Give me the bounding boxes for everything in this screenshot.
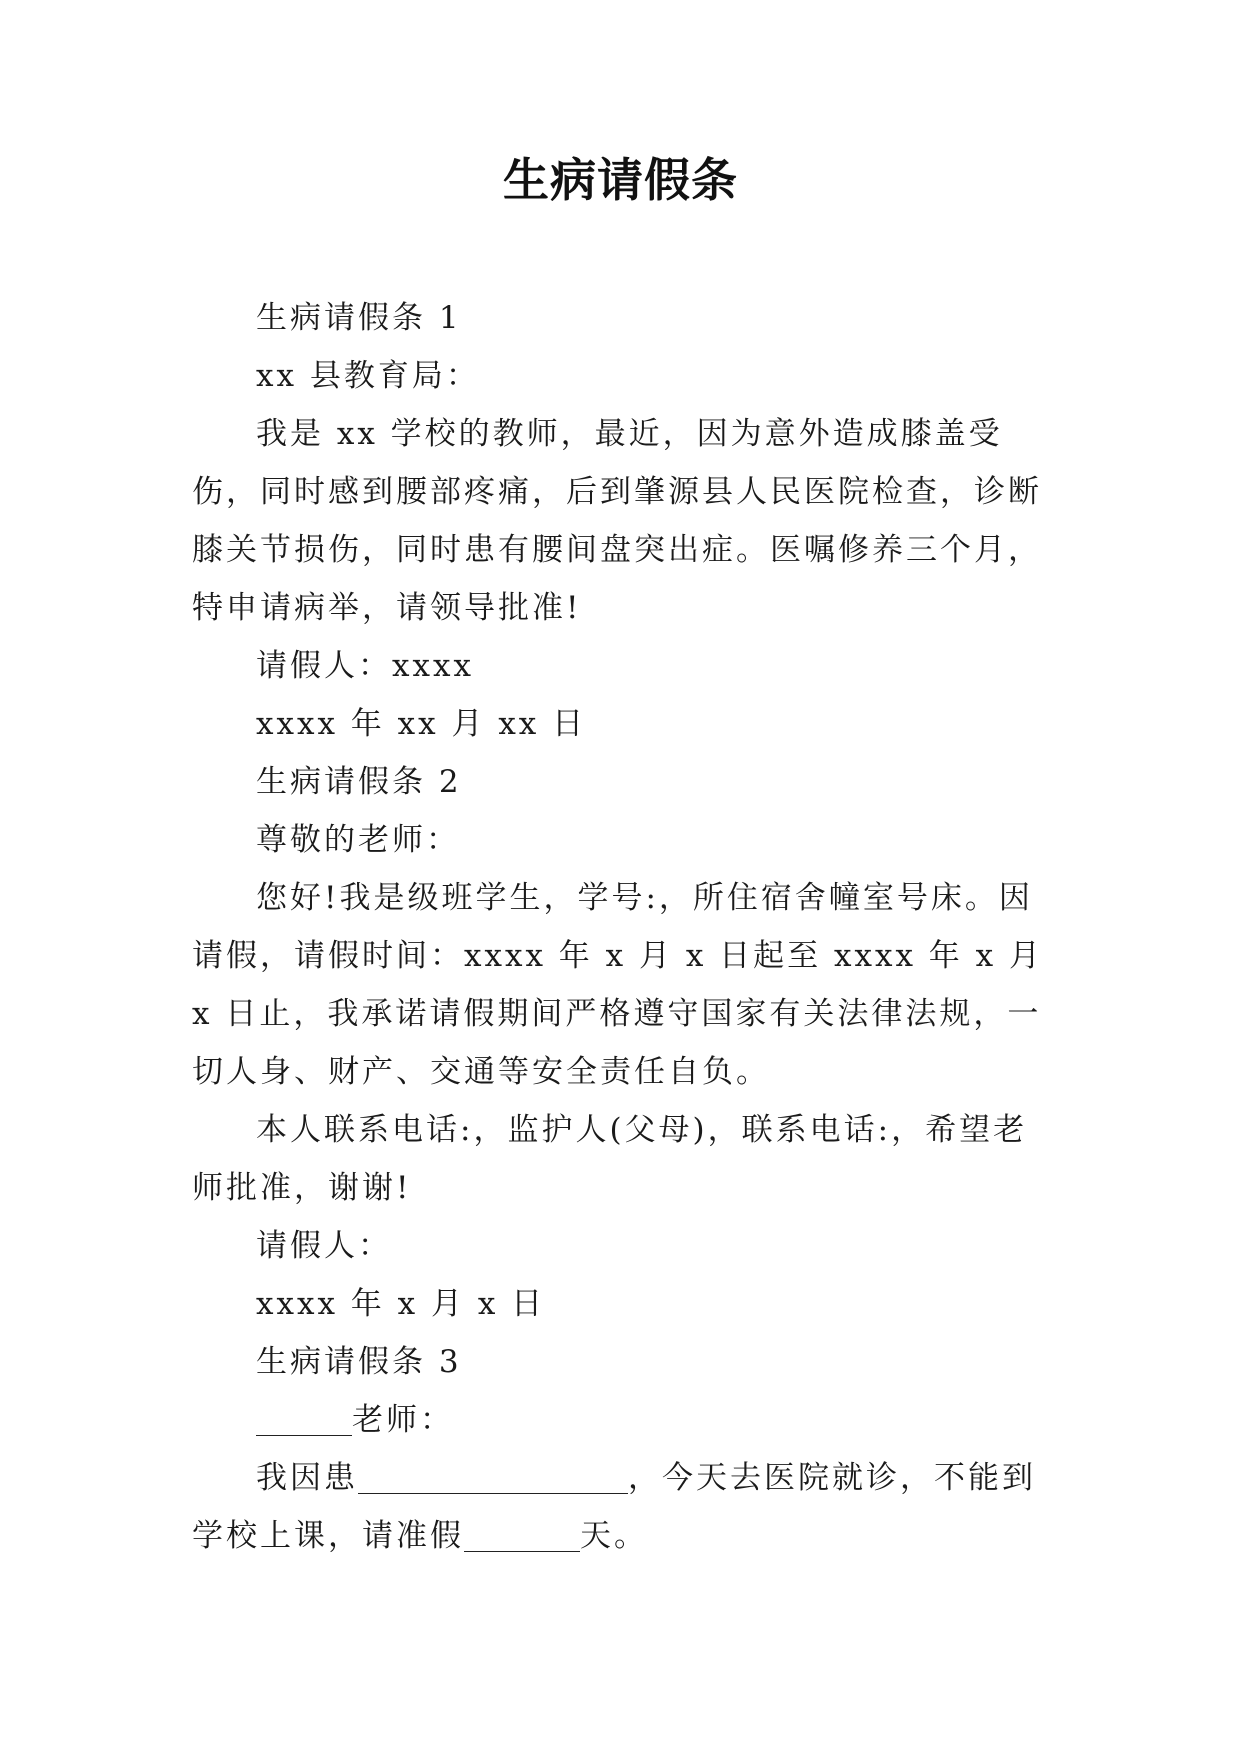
- section-heading-2: 生病请假条 2: [256, 764, 462, 800]
- salutation-3-text: 老师：: [352, 1402, 454, 1438]
- section-heading-3: 生病请假条 3: [256, 1344, 462, 1380]
- salutation-1: xx 县教育局：: [256, 358, 480, 394]
- signature-1: 请假人：xxxx: [256, 648, 474, 684]
- signature-2: 请假人：: [256, 1228, 392, 1264]
- body-paragraph-4-middle: ，今天去医院就诊，不能到学校上课，请准假: [192, 1460, 1036, 1554]
- body-paragraph-4-prefix: 我因患: [256, 1460, 358, 1496]
- days-blank: [464, 1521, 580, 1552]
- salutation-2: 尊敬的老师：: [256, 822, 460, 858]
- illness-blank: [358, 1463, 628, 1494]
- body-paragraph-2: 您好!我是级班学生，学号:，所住宿舍幢室号床。因请假，请假时间：xxxx 年 x 月 x 日起至 xxxx 年 x 月 x 日止，我承诺请假期间严格遵守国家有关法律法规，一切人身、财产、交通等安全责任自负。: [192, 880, 1056, 1090]
- teacher-name-blank: [256, 1405, 352, 1436]
- document-title: 生病请假条: [503, 153, 738, 207]
- body-paragraph-4: [192, 1449, 1054, 1565]
- section-heading-1: 生病请假条 1: [256, 300, 462, 336]
- body-paragraph-1: 我是 xx 学校的教师，最近，因为意外造成膝盖受伤，同时感到腰部疼痛，后到肇源县人民医院检查，诊断膝关节损伤，同时患有腰间盘突出症。医嘱修养三个月，特申请病举，请领导批准!: [192, 416, 1042, 626]
- date-1: xxxx 年 xx 月 xx 日: [256, 706, 587, 742]
- body-paragraph-3: 本人联系电话:，监护人(父母)，联系电话:，希望老师批准，谢谢!: [192, 1112, 1028, 1206]
- salutation-3: [192, 1391, 1054, 1449]
- date-2: xxxx 年 x 月 x 日: [256, 1286, 546, 1322]
- document-body: [192, 289, 1054, 1565]
- body-paragraph-4-suffix: 天。: [580, 1518, 648, 1554]
